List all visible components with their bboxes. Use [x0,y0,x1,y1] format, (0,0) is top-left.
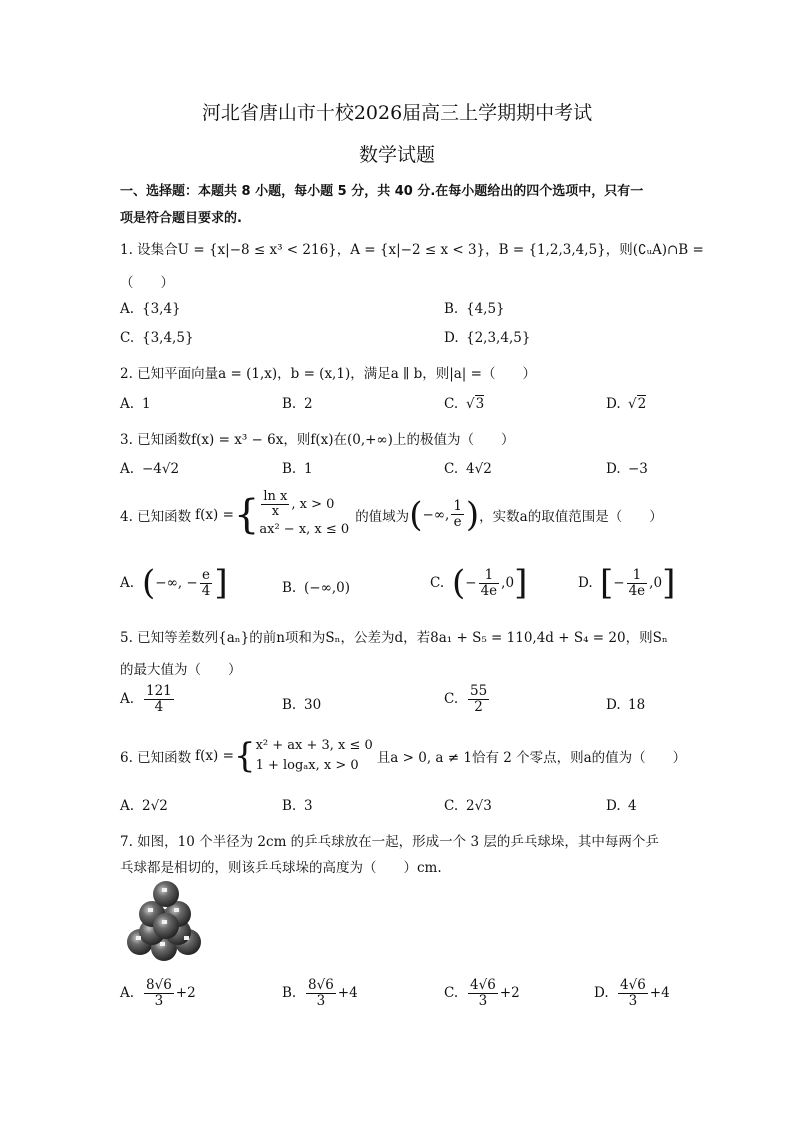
q4-piecewise-cases [259,490,349,539]
option-fraction [144,684,174,715]
exam-subtitle: 数学试题 [358,144,435,166]
option-letter: A. [120,575,135,591]
q6-option-a[interactable] [120,798,168,814]
fraction-denominator: 4 [201,582,211,599]
open-paren: ( [142,563,156,603]
fraction-numerator: ln x [263,489,288,504]
fraction-numerator: 1 [453,498,462,515]
option-letter: A. [120,396,135,412]
q6-suffix: 且a > 0, a ≠ 1恰有 2 个零点，则a的值为（ ） [376,749,687,766]
option-letter: C. [444,691,459,708]
q4-case-2: ax² − x, x ≤ 0 [259,521,350,537]
option-letter: D. [578,575,593,591]
option-letter: A. [120,985,135,1002]
q4-case-1-fraction [261,490,289,520]
open-bracket: [ [600,563,614,603]
option-letter: C. [430,575,445,591]
q4-range-left: −∞, [422,506,450,523]
option-fraction [306,978,336,1009]
option-letter: D. [606,697,621,713]
option-letter: B. [282,396,297,412]
option-fraction [144,978,174,1009]
q4-option-d[interactable] [578,563,676,603]
fraction-numerator: 1 [627,568,648,584]
question-1-stem: 1. 设集合U = {x|−8 ≤ x³ < 216}，A = {x|−2 ≤ x < 3}，B = {1,2,3,4,5}，则(∁ᵤA)∩B = [120,242,704,258]
q7-option-c[interactable] [444,978,520,1009]
q1-option-b[interactable] [444,301,505,317]
option-value-tail: +4 [337,985,358,1002]
option-fraction [468,978,498,1009]
option-letter: B. [282,798,297,814]
question-7-stem-line1: 7. 如图，10 个半径为 2cm 的乒乓球放在一起，形成一个 3 层的乒乓球垛，其中每两个乒 [120,834,659,850]
q4-option-c[interactable] [430,563,528,603]
fraction-denominator: e [453,514,462,531]
fraction-denominator: 3 [316,992,326,1009]
open-paren: ( [409,494,423,535]
option-letter: C. [444,461,459,477]
option-letter: B. [282,580,297,596]
option-value-right: ,0 [501,575,515,591]
option-value: 1 [142,396,151,412]
q2-option-a[interactable] [120,396,151,412]
open-paren: ( [452,563,466,603]
close-paren: ) [465,494,480,535]
option-value: 2 [304,396,313,412]
question-1-answer-paren: （ ） [120,275,174,291]
exam-title: 河北省唐山市十校2026届高三上学期期中考试 [201,102,593,124]
question-2-stem: 2. 已知平面向量a = (1,x)，b = (x,1)，满足a ∥ b，则|a| =（ ） [120,366,536,382]
option-value: 2√3 [466,798,492,814]
option-letter: D. [606,798,621,814]
q5-option-d[interactable] [606,697,645,713]
q7-option-d[interactable] [594,978,670,1009]
q6-case-2: 1 + logₐx, x > 0 [255,757,359,773]
option-fraction [468,684,489,715]
q6-piecewise-cases [256,736,373,775]
section-heading-line1: 一、选择题：本题共 8 小题，每小题 5 分，共 40 分.在每小题给出的四个选项中，只有一 [120,184,644,199]
question-5-stem-line2: 的最大值为（ ） [120,662,242,678]
option-value: 1 [304,461,313,477]
option-letter: A. [120,798,135,814]
fraction-numerator: 8√6 [146,977,172,993]
q3-option-d[interactable] [606,461,648,477]
option-letter: D. [594,985,609,1002]
piecewise-brace: { [233,491,260,538]
option-value-tail: +4 [649,985,670,1002]
q3-option-c[interactable] [444,461,492,477]
fraction-denominator: x [271,504,280,520]
q2-option-b[interactable] [282,396,313,412]
fraction-numerator: 4√6 [620,977,646,993]
fraction-numerator: 4√6 [470,977,496,993]
q7-option-a[interactable] [120,978,196,1009]
option-value: 4√2 [466,461,492,477]
option-value: {2,3,4,5} [466,330,531,346]
close-bracket: ] [514,563,528,603]
option-letter: D. [606,461,621,477]
option-letter: B. [282,697,297,713]
close-bracket: ] [214,563,228,603]
option-letter: A. [120,461,135,477]
q5-option-b[interactable] [282,697,321,713]
option-value-left: − [465,575,477,591]
q7-option-b[interactable] [282,978,358,1009]
option-value: {4,5} [466,301,505,317]
option-letter: C. [444,985,459,1002]
option-value: 18 [628,697,646,713]
fraction-numerator: 8√6 [308,977,334,993]
option-value: {3,4} [142,301,181,317]
fraction-denominator: 3 [628,992,638,1009]
q1-option-a[interactable] [120,301,181,317]
option-letter: A. [120,691,135,708]
fraction-denominator: 4 [154,698,164,715]
q3-option-a[interactable] [120,461,179,477]
section-heading-line2: 项是符合题目要求的. [120,211,242,226]
option-value-right: ,0 [649,575,663,591]
option-fraction [618,978,648,1009]
q6-option-d[interactable] [606,798,637,814]
option-value: 2√2 [142,798,168,814]
q4-function-name: f(x) = [195,506,234,523]
question-6-stem [120,736,686,775]
option-value: 3 [475,396,485,412]
fraction-numerator: 55 [470,683,488,699]
option-value: −4√2 [142,461,180,477]
q4-range-fraction [451,499,464,530]
question-4-stem [120,490,663,539]
q5-option-a[interactable] [120,684,176,715]
ball-icon [153,913,179,939]
question-5-stem-line1: 5. 已知等差数列{aₙ}的前n项和为Sₙ，公差为d，若8a₁ + S₅ = 110,4d + S₄ = 20，则Sₙ [120,630,668,646]
option-letter: C. [444,798,459,814]
q4-suffix: ，实数a的取值范围是（ ） [479,508,663,525]
q4-option-a[interactable] [120,563,228,603]
q1-option-d[interactable] [444,330,530,346]
option-letter: B. [282,461,297,477]
option-fraction [479,568,500,599]
fraction-numerator: e [200,568,213,584]
option-letter: C. [444,396,459,412]
option-fraction [200,568,213,599]
q4-case-1 [259,490,349,520]
question-3-stem: 3. 已知函数f(x) = x³ − 6x，则f(x)在(0,+∞)上的极值为（ ） [120,432,515,448]
option-letter: A. [120,301,135,317]
fraction-numerator: 121 [146,683,172,699]
q2-option-c[interactable]: C. √3 [444,396,485,412]
option-value: 30 [304,697,322,713]
option-value: 4 [628,798,637,814]
option-value-tail: +2 [499,985,520,1002]
fraction-denominator: 4e [628,582,646,599]
fraction-denominator: 3 [478,992,488,1009]
q4-option-b[interactable] [282,580,350,596]
option-value: 2 [637,396,647,412]
q4-case-1-condition: , x > 0 [291,497,335,513]
fraction-denominator: 3 [154,992,164,1009]
q6-case-1: x² + ax + 3, x ≤ 0 [255,738,373,753]
option-value-left: − [613,575,625,591]
option-value: 3 [304,798,313,814]
piecewise-brace: { [233,735,256,776]
q4-mid-text: 的值域为 [355,508,410,525]
question-7-stem-line2: 乓球都是相切的，则该乒乓球垛的高度为（ ）cm. [120,860,442,876]
option-letter: C. [120,330,135,346]
fraction-denominator: 4e [480,582,498,599]
q3-option-b[interactable] [282,461,313,477]
q1-option-c[interactable] [120,330,194,346]
option-letter: D. [606,396,621,412]
option-letter: B. [282,985,297,1002]
option-value-tail: +2 [175,985,196,1002]
close-bracket: ] [662,563,676,603]
option-value: −3 [628,461,648,477]
ball-icon [153,881,179,907]
option-letter: D. [444,330,459,346]
q6-prefix: 6. 已知函数 [120,749,192,766]
q2-option-d[interactable]: D. √2 [606,396,647,412]
q4-prefix: 4. 已知函数 [120,508,192,525]
q6-option-c[interactable] [444,798,492,814]
option-value-left: −∞, − [155,575,198,591]
q6-option-b[interactable] [282,798,313,814]
fraction-numerator: 1 [479,568,500,584]
ping-pong-ball-stack-figure [124,876,208,968]
option-letter: B. [444,301,459,317]
q5-option-c[interactable] [444,684,491,715]
option-value: {3,4,5} [142,330,194,346]
option-fraction [627,568,648,599]
q6-function-name: f(x) = [195,747,234,764]
option-value: (−∞,0) [304,580,350,596]
fraction-denominator: 2 [474,698,483,715]
